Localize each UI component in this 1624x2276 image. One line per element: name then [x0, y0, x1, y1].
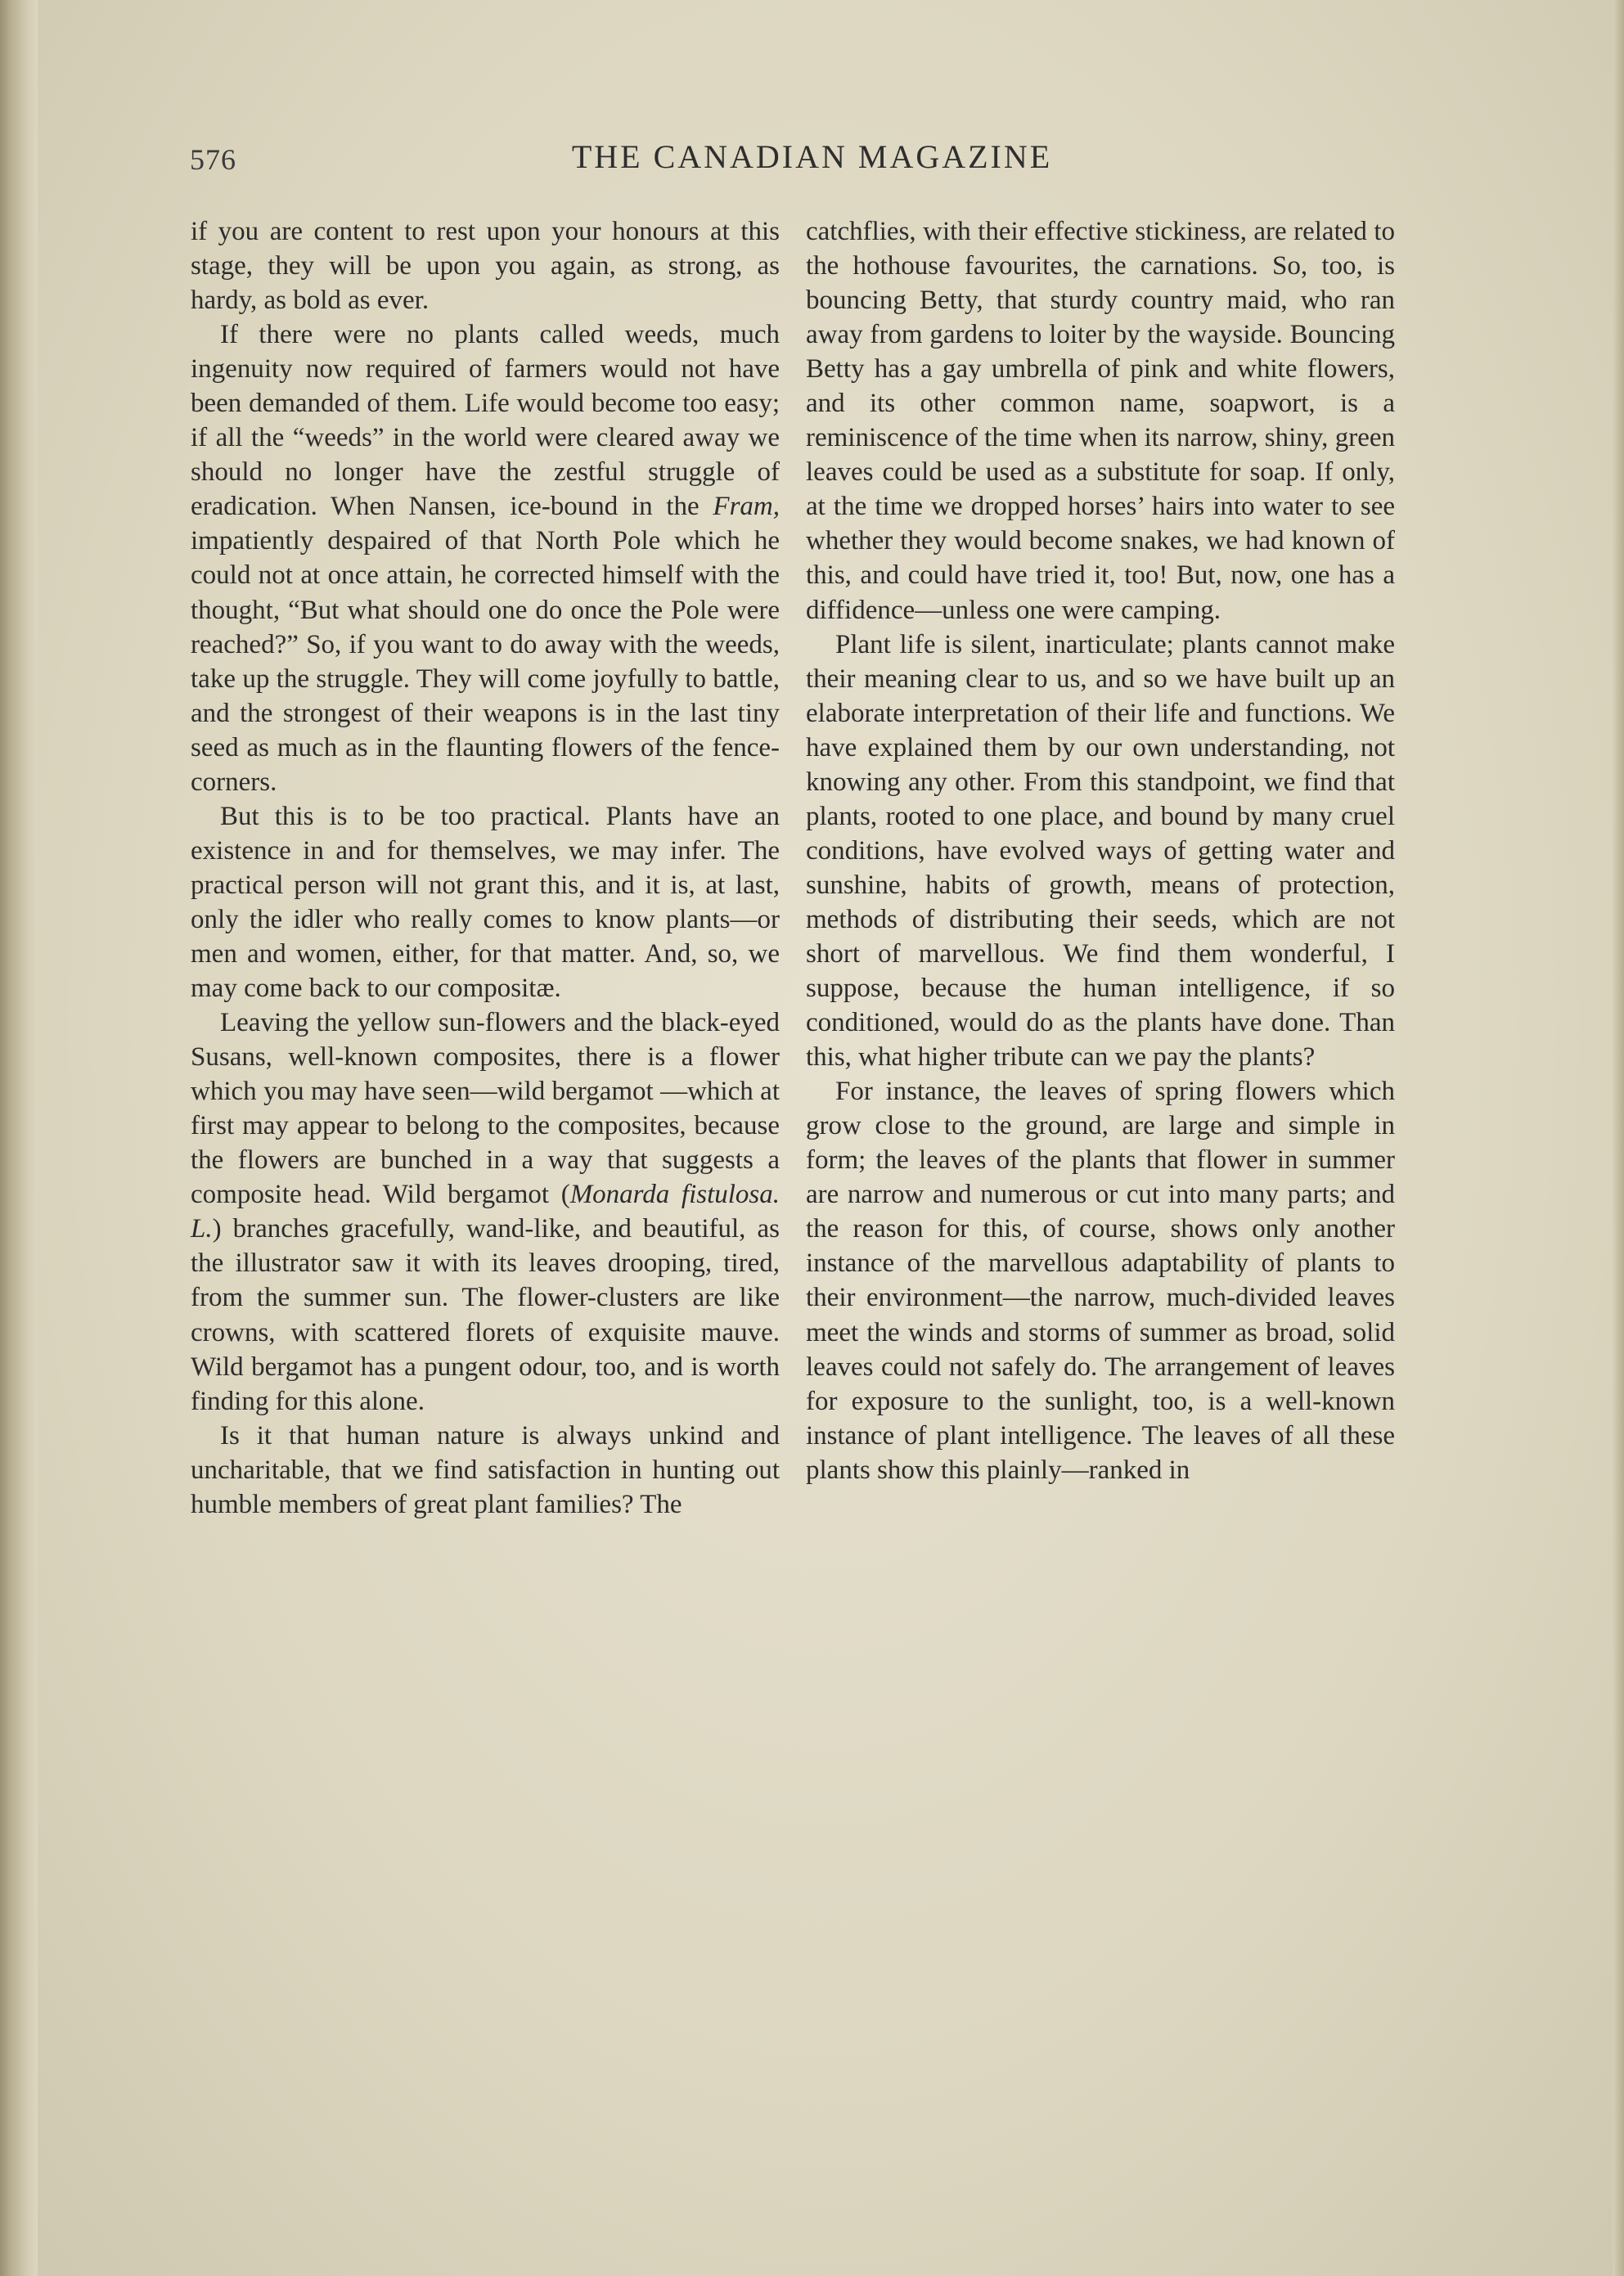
book-spine-shadow [0, 0, 38, 2276]
paragraph-text: if you are content to rest upon your honours at this stage, they will be upon you again, as strong, as hardy, as bold as ever. [191, 217, 780, 316]
left-text-column [191, 214, 780, 1522]
paragraph [191, 214, 780, 317]
right-text-column [806, 214, 1395, 1487]
paragraph-text: If there were no plants called weeds, much ingenuity now required of farmers would not have been demanded of them. Life would become too easy; if all the “weeds” in the world were cleared away we should no longer have the zestful struggle of eradication. When Nansen, ice-bound in the [191, 320, 780, 522]
italic-text: Fram, [713, 492, 780, 522]
paragraph-text: catchflies, with their effective stickiness, are related to the hothouse favourites, the carnations. So, too, is bouncing Betty, that sturdy country maid, who ran away from gardens to loiter by the wayside. Bouncing Betty has a gay umbrella of pink and white flowers, and its other common name, soapwort, is a reminiscence of the time when its narrow, shiny, green leaves could be used as a substitute for soap. If only, at the time we dropped horses’ hairs into water to see whether they would become snakes, we had known of this, and could have tried it, too! But, now, one has a diffidence—unless one were camping. [806, 217, 1395, 625]
paragraph [806, 627, 1395, 1075]
italic-text: Monarda fistulosa. L. [191, 1180, 781, 1244]
paragraph-text: Leaving the yellow sun-flowers and the black-eyed Susans, well-known composites, there is a flower which you may have seen—wild bergamot —which at first may appear to belong to the composites, because the flowers are bunched in a way that suggests a composite head. Wild bergamot ( [191, 1008, 780, 1210]
paragraph [806, 214, 1395, 627]
page-edge-shadow [1613, 0, 1624, 2276]
paragraph [191, 1419, 780, 1522]
paragraph-text: ) branches gracefully, wand-like, and beautiful, as the illustrator saw it with its leaves drooping, tired, from the summer sun. The flower-clusters are like crowns, with scattered florets of exquisite mauve. Wild bergamot has a pungent odour, too, and is worth finding for this alone. [191, 1214, 780, 1416]
paragraph [191, 799, 780, 1005]
paragraph-text: impatiently despaired of that North Pole which he could not at once attain, he corrected himself with the thought, “But what should one do once the Pole were reached?” So, if you want to do away with the weeds, take up the struggle. They will come joyfully to battle, and the strongest of their weapons is in the last tiny seed as much as in the flaunting flowers of the fence-corners. [191, 526, 780, 797]
paragraph [806, 1074, 1395, 1487]
running-header [0, 137, 1624, 187]
running-title: THE CANADIAN MAGAZINE [571, 138, 1053, 175]
paragraph-text: But this is to be too practical. Plants have an existence in and for themselves, we may infer. The practical person will not grant this, and it is, at last, only the idler who really comes to know plants—or men and women, either, for that matter. And, so, we may come back to our compositæ. [191, 801, 780, 1004]
paragraph-text: For instance, the leaves of spring flowers which grow close to the ground, are large and simple in form; the leaves of the plants that flower in summer are narrow and numerous or cut into many parts; and the reason for this, of course, shows only another instance of the marvellous adaptability of plants to their environment—the narrow, much-divided leaves meet the winds and storms of summer as broad, solid leaves could not safely do. The arrangement of leaves for exposure to the sunlight, too, is a well-known instance of plant intelligence. The leaves of all these plants show this plainly—ranked in [806, 1077, 1395, 1485]
paragraph [191, 1005, 780, 1419]
paragraph-text: Is it that human nature is always unkind and uncharitable, that we find satisfaction in hunting out humble members of great plant families? The [191, 1420, 780, 1519]
paragraph [191, 317, 780, 799]
page-number: 576 [190, 143, 236, 176]
paragraph-text: Plant life is silent, inarticulate; plants cannot make their meaning clear to us, and so we have built up an elaborate interpretation of their life and functions. We have explained them by our own understanding, not knowing any other. From this standpoint, we find that plants, rooted to one place, and bound by many cruel conditions, have evolved ways of getting water and sunshine, habits of growth, means of protection, methods of distributing their seeds, which are not short of marvellous. We find them wonderful, I suppose, because the human intelligence, if so conditioned, would do as the plants have done. Than this, what higher tribute can we pay the plants? [806, 629, 1395, 1073]
